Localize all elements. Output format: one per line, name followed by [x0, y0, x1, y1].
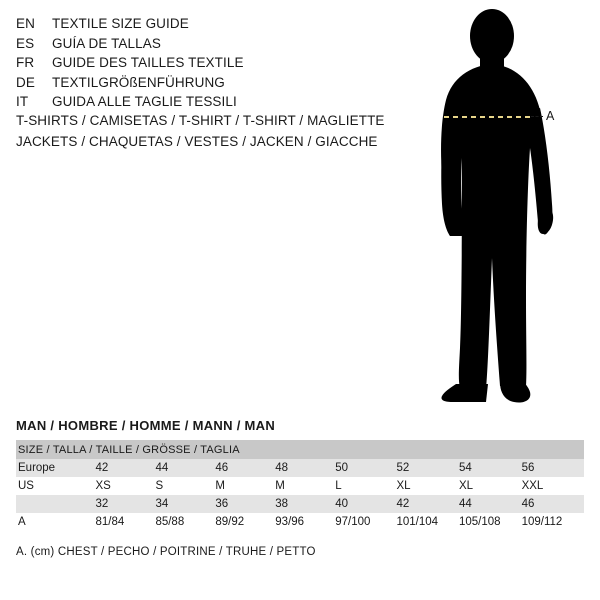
language-code: EN [16, 16, 35, 31]
language-row [16, 53, 396, 73]
row-label [16, 495, 96, 513]
cell: 85/88 [155, 513, 215, 531]
cell: 48 [275, 459, 335, 477]
language-title: TEXTILE SIZE GUIDE [52, 16, 189, 31]
cell: 44 [459, 495, 522, 513]
cell: S [155, 477, 215, 495]
row-label: Europe [16, 459, 96, 477]
body-figure [400, 8, 600, 408]
table-row [16, 477, 584, 495]
cell: 97/100 [335, 513, 396, 531]
language-code: IT [16, 94, 29, 109]
cell: 105/108 [459, 513, 522, 531]
language-list [16, 14, 396, 112]
cell: 34 [155, 495, 215, 513]
category-list [16, 110, 436, 152]
cell: 38 [275, 495, 335, 513]
cell: 42 [96, 459, 156, 477]
cell: 52 [396, 459, 459, 477]
cell: 32 [96, 495, 156, 513]
language-code: ES [16, 35, 35, 51]
cell: 56 [522, 459, 584, 477]
table-group-heading: MAN / HOMBRE / HOMME / MANN / MAN [16, 418, 276, 433]
table-header-label: SIZE / TALLA / TAILLE / GRÖSSE / TAGLIA [18, 443, 240, 456]
measure-leader-line [531, 116, 543, 117]
table-header-row [16, 440, 584, 459]
table-row [16, 459, 584, 477]
language-row [16, 73, 396, 93]
cell: 81/84 [96, 513, 156, 531]
cell: 40 [335, 495, 396, 513]
cell: XS [96, 477, 156, 495]
cell: 44 [155, 459, 215, 477]
language-code: FR [16, 55, 35, 70]
category-jackets: JACKETS / CHAQUETAS / VESTES / JACKEN / GIACCHE [16, 134, 378, 149]
table-row [16, 495, 584, 513]
cell: 109/112 [522, 513, 584, 531]
language-title: TEXTILGRÖßENFÜHRUNG [52, 74, 225, 90]
cell: L [335, 477, 396, 495]
cell: XL [459, 477, 522, 495]
language-title: GUIDA ALLE TAGLIE TESSILI [52, 94, 237, 109]
table-row [16, 513, 584, 531]
category-tshirts: T-SHIRTS / CAMISETAS / T-SHIRT / T-SHIRT / MAGLIETTE [16, 113, 385, 128]
cell: 50 [335, 459, 396, 477]
cell: 101/104 [396, 513, 459, 531]
cell: 89/92 [215, 513, 275, 531]
language-row [16, 34, 396, 54]
cell: 54 [459, 459, 522, 477]
cell: M [215, 477, 275, 495]
language-row [16, 14, 396, 34]
measure-label-a: A [546, 109, 555, 123]
cell: 46 [215, 459, 275, 477]
footnote: A. (cm) CHEST / PECHO / POITRINE / TRUHE / PETTO [16, 546, 316, 558]
language-code: DE [16, 74, 35, 90]
cell: 46 [522, 495, 584, 513]
cell: 93/96 [275, 513, 335, 531]
language-title: GUIDE DES TAILLES TEXTILE [52, 55, 244, 70]
row-label: US [16, 477, 96, 495]
cell: 36 [215, 495, 275, 513]
cell: XXL [522, 477, 584, 495]
cell: XL [396, 477, 459, 495]
cell: M [275, 477, 335, 495]
row-label: A [16, 513, 96, 531]
cell: 42 [396, 495, 459, 513]
male-body-silhouette-icon [400, 8, 600, 408]
language-row [16, 92, 396, 112]
size-table [16, 440, 584, 531]
language-title: GUÍA DE TALLAS [52, 35, 161, 51]
